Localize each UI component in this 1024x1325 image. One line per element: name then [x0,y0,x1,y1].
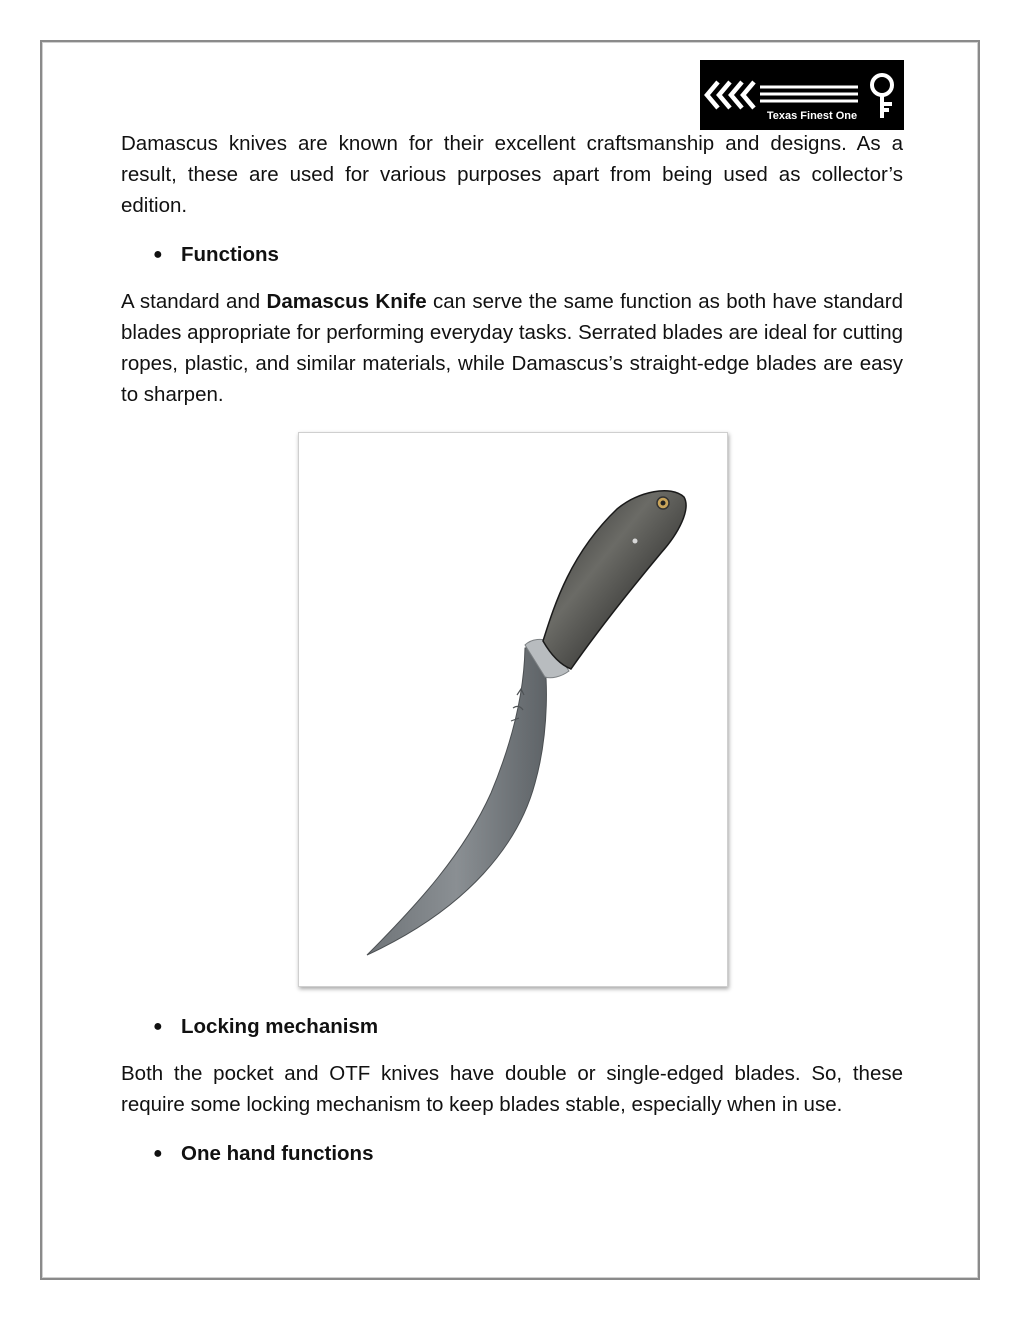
locking-heading-label: Locking mechanism [181,1015,379,1038]
functions-text-end: can serve the same function as both have standard blades appropriate for performing everyday tasks. Serrated blades are ideal for cutting ropes, plastic, and similar materials, while Damascus’s straight-edge blades are easy to sharpen. [121,290,903,406]
bullet-dot-icon: ● [153,246,163,263]
functions-text-start: A standard and [121,290,267,313]
bullet-dot-icon: ● [153,1018,163,1035]
brand-logo [700,60,904,130]
logo-brand-text: Texas Finest One [766,110,858,122]
functions-heading-label: Functions [181,243,279,266]
locking-paragraph: Both the pocket and OTF knives have double or single-edged blades. So, these require some locking mechanism to keep blades stable, especially when in use. [121,1062,903,1116]
chevrons-and-lines-logo-icon [700,60,904,130]
locking-heading [121,1011,903,1042]
functions-paragraph [121,286,903,410]
knife-photo-icon [299,433,727,986]
damascus-knife-term: Damascus Knife [266,290,427,313]
one-hand-heading [121,1138,903,1169]
section-functions [121,128,903,428]
section-locking [121,1011,903,1185]
functions-heading [121,239,903,270]
bullet-dot-icon: ● [153,1145,163,1162]
intro-paragraph: Damascus knives are known for their excellent craftsmanship and designs. As a result, these are used for various purposes apart from being used as collector’s edition. [121,132,903,217]
one-hand-heading-label: One hand functions [181,1142,374,1165]
knife-image [298,432,728,987]
